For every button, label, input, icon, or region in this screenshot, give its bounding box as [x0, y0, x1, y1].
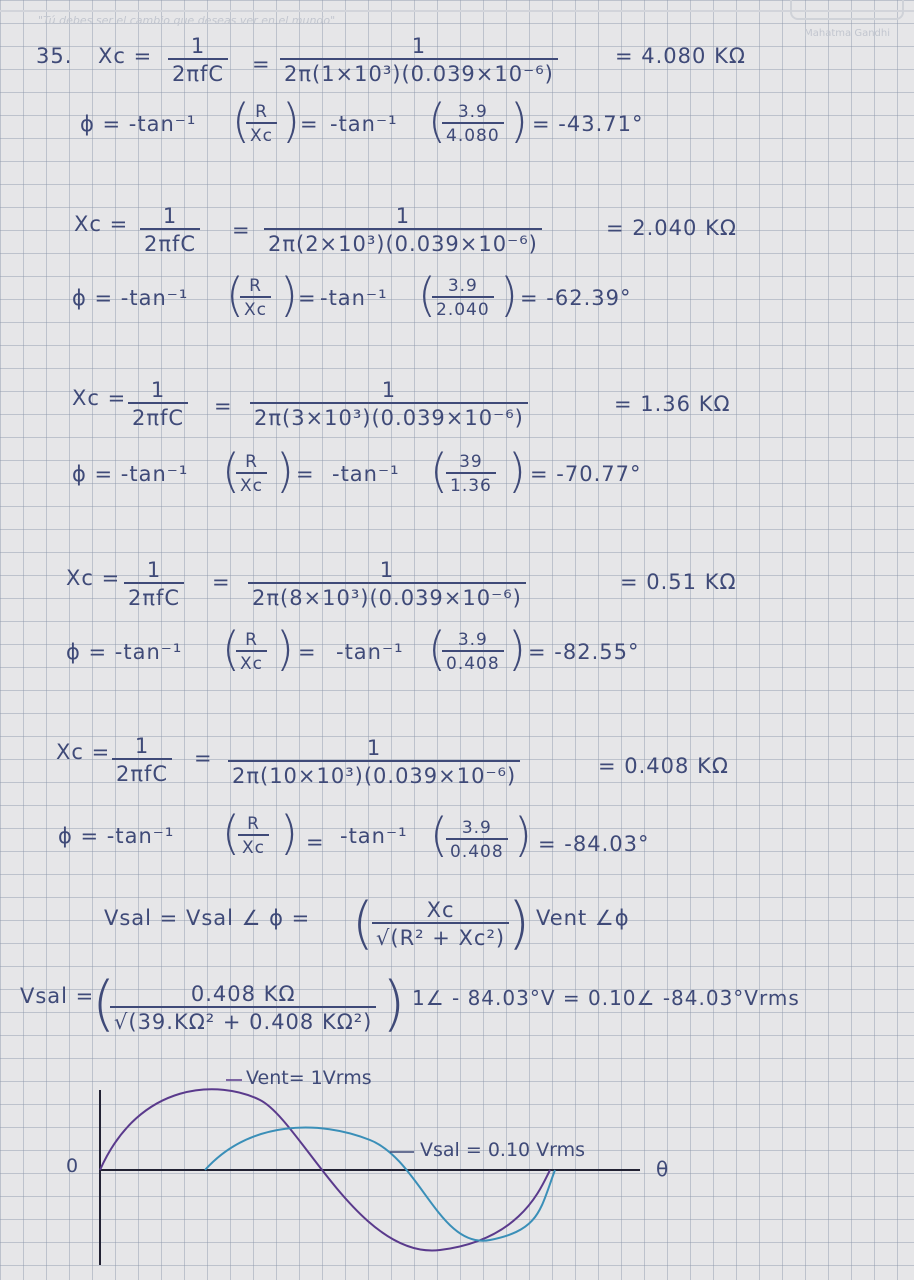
- xc-substitution-fraction-2: $\frac{1}{\text{2π(2×10³)(0.039×10⁻⁶)}}$: [264, 204, 542, 256]
- xc-label-4: Xc =: [66, 566, 121, 590]
- phi-label-2: ϕ = -tan⁻¹: [72, 286, 189, 310]
- xc-label-5: Xc =: [56, 740, 111, 764]
- xc-substitution-fraction-5: $\frac{1}{\text{2π(10×10³)(0.039×10⁻⁶)}}$: [228, 736, 520, 788]
- page-tab: [790, 0, 904, 20]
- r-over-xc-3: $\frac{R}{Xc}$: [236, 452, 267, 496]
- header-brand: Mahatma Gandhi: [804, 28, 890, 39]
- page-top-line: [0, 0, 914, 12]
- phi-label-5: ϕ = -tan⁻¹: [58, 824, 175, 848]
- xc-formula-fraction-1: 1 2πfC: [168, 34, 228, 86]
- phi-result-3: = -70.77°: [530, 462, 642, 486]
- phi-result-1: = -43.71°: [532, 112, 644, 136]
- vsal-calc-rhs: 1∠ - 84.03°V = 0.10∠ -84.03°Vrms: [412, 986, 800, 1010]
- xc-label-1: Xc =: [98, 44, 153, 68]
- vent-label: Vent= 1Vrms: [246, 1067, 372, 1089]
- vsal-calc-fraction: $\frac{0.408 K\Omega}{\text{√(39.KΩ² + 0.408 KΩ²)}}$: [110, 982, 376, 1034]
- phi-result-2: = -62.39°: [520, 286, 632, 310]
- xc-result-1: = 4.080 KΩ: [615, 44, 746, 68]
- header-quote: "Tú debes ser el cambio que deseas ver en el mundo": [38, 14, 336, 27]
- xc-formula-fraction-4: 1 2πfC: [124, 558, 184, 610]
- xc-formula-fraction-3: 1 2πfC: [128, 378, 188, 430]
- phi-label-4: ϕ = -tan⁻¹: [66, 640, 183, 664]
- r-over-xc-2: $\frac{R}{Xc}$: [240, 276, 271, 320]
- vsal-formula-rhs: Vent ∠ϕ: [536, 906, 630, 930]
- xc-result-3: = 1.36 KΩ: [614, 392, 731, 416]
- xc-result-2: = 2.040 KΩ: [606, 216, 737, 240]
- vsal-formula-lhs: Vsal = Vsal ∠ ϕ =: [104, 906, 311, 930]
- xc-result-4: = 0.51 KΩ: [620, 570, 737, 594]
- phi-substitution-fraction-4: $\frac{3.9}{0.408}$: [442, 630, 504, 674]
- origin-label: 0: [66, 1155, 79, 1177]
- xc-formula-fraction-2: 1 2πfC: [140, 204, 200, 256]
- phi-substitution-fraction-1: $\frac{3.9}{4.080}$: [442, 102, 504, 146]
- vsal-label: Vsal = 0.10 Vrms: [420, 1139, 586, 1161]
- xc-label-2: Xc =: [74, 212, 129, 236]
- waveform-graph: [0, 1060, 914, 1270]
- vsal-formula-fraction: $\frac{Xc}{\text{√(R² + Xc²)}}$: [372, 898, 509, 950]
- xc-substitution-fraction-1: $\frac{1}{\text{2π(1×10³)(0.039×10⁻⁶)}}$: [280, 34, 558, 86]
- problem-number: 35.: [36, 44, 73, 68]
- phi-result-5: = -84.03°: [538, 832, 650, 856]
- phi-substitution-fraction-3: $\frac{39}{1.36}$: [446, 452, 496, 496]
- xc-formula-fraction-5: 1 2πfC: [112, 734, 172, 786]
- phi-substitution-fraction-2: $\frac{3.9}{2.040}$: [432, 276, 494, 320]
- r-over-xc-1: $\frac{R}{Xc}$: [246, 102, 277, 146]
- phi-label-1: ϕ = -tan⁻¹: [80, 112, 197, 136]
- xc-label-3: Xc =: [72, 386, 127, 410]
- phi-substitution-fraction-5: $\frac{3.9}{0.408}$: [446, 818, 508, 862]
- r-over-xc-5: $\frac{R}{Xc}$: [238, 814, 269, 858]
- xc-result-5: = 0.408 KΩ: [598, 754, 729, 778]
- xc-substitution-fraction-4: $\frac{1}{\text{2π(8×10³)(0.039×10⁻⁶)}}$: [248, 558, 526, 610]
- theta-label: θ: [656, 1157, 669, 1181]
- phi-result-4: = -82.55°: [528, 640, 640, 664]
- phi-label-3: ϕ = -tan⁻¹: [72, 462, 189, 486]
- vsal-calc-lhs: Vsal =: [20, 984, 95, 1008]
- r-over-xc-4: $\frac{R}{Xc}$: [236, 630, 267, 674]
- xc-substitution-fraction-3: $\frac{1}{\text{2π(3×10³)(0.039×10⁻⁶)}}$: [250, 378, 528, 430]
